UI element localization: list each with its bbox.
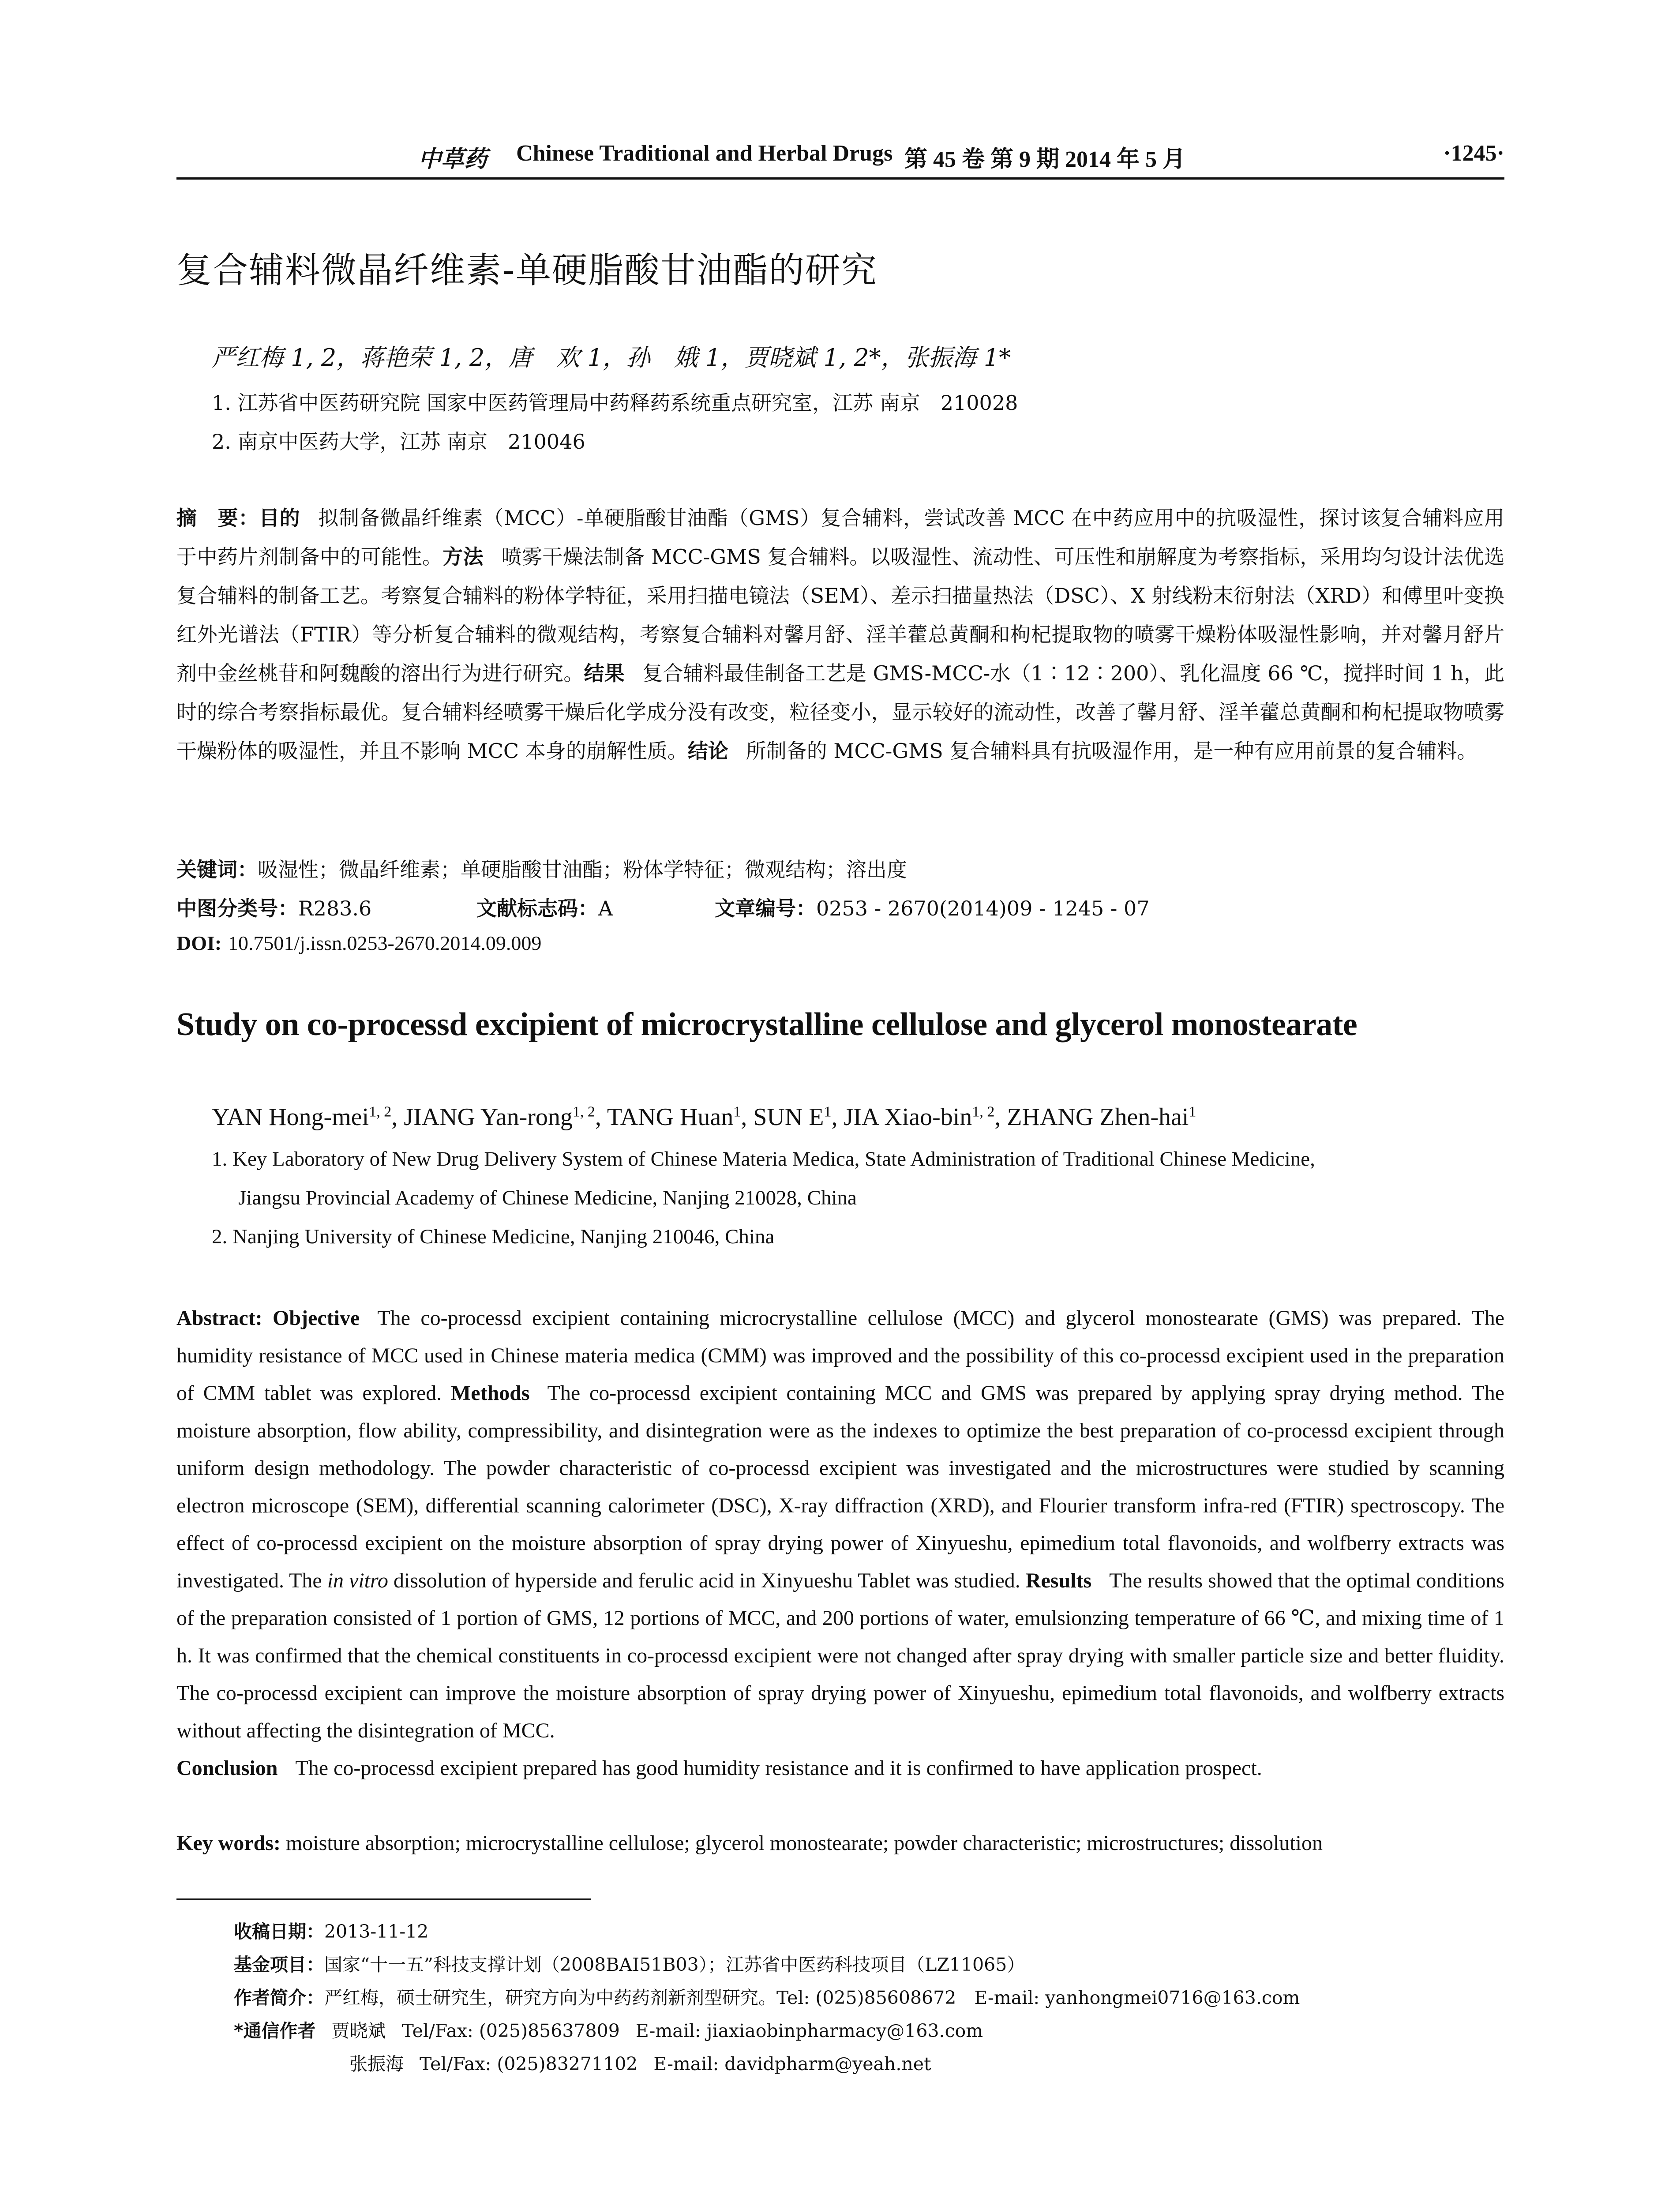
journal-issue: 第 45 卷 第 9 期 2014 年 5 月 xyxy=(904,147,1186,172)
methods-en-italic: in vitro xyxy=(327,1569,388,1592)
corr1-tel: Tel/Fax: (025)85637809 xyxy=(401,2020,620,2041)
author-en-sup: 1 xyxy=(733,1103,741,1120)
footnote-corresponding-2 xyxy=(349,2049,931,2075)
footnote-rule xyxy=(176,1898,591,1900)
keywords-cn xyxy=(176,854,907,883)
methods-en-text: The co-processd excipient containing MCC and GMS was prepared by applying spray drying method. The moisture absorption, flow ability, compressibility, and disintegration were as the indexes to optimize the best preparation of co-processd excipient through uniform design methodology. The powder characteristic of co-processd excipient was investigated and the microstructures were studied by scanning electron microscope (SEM), differential scanning calorimeter (DSC), X-ray diffraction (XRD), and Flourier transform infra-red (FTIR) spectroscopy. The effect of co-processd excipient on the moisture absorption of spray drying power of Xinyueshu, epimedium total flavonoids, and wolfberry extracts was investigated. The xyxy=(176,1381,1504,1592)
conclusion-cn-text: 所制备的 MCC-GMS 复合辅料具有抗吸湿作用，是一种有应用前景的复合辅料。 xyxy=(746,739,1478,763)
paper-page xyxy=(176,0,1504,2206)
corr2-tel: Tel/Fax: (025)83271102 xyxy=(420,2053,638,2075)
keywords-en-label: Key words: xyxy=(176,1831,281,1855)
author-en-name: ZHANG Zhen-hai xyxy=(1007,1103,1189,1131)
author-en-sup: 1 xyxy=(1189,1103,1196,1120)
corr1-name: 贾晓斌 xyxy=(331,2020,386,2041)
bio-text: 严红梅，硕士研究生，研究方向为中药药剂新剂型研究。Tel: (025)85608672 E-mail: yanhongmei0716@163.com xyxy=(324,1987,1300,2008)
author-en-name: SUN E xyxy=(753,1103,824,1131)
objective-en-text: The co-processd excipient containing microcrystalline cellulose (MCC) and glycerol monostearate (GMS) was prepared. The humidity resistance of MCC used in Chinese materia medica (CMM) was improved and the possibility of this co-processd excipient used in the preparation of CMM tablet was explored. xyxy=(176,1306,1505,1405)
corr1-email: E-mail: jiaxiaobinpharmacy@163.com xyxy=(635,2020,983,2041)
footnote-received xyxy=(234,1917,428,1943)
author-en-name: JIANG Yan-rong xyxy=(404,1103,573,1131)
bio-label: 作者简介： xyxy=(234,1987,324,2008)
author-en-sup: 1 xyxy=(824,1103,832,1120)
doi-line xyxy=(176,931,541,955)
conclusion-en-label: Conclusion xyxy=(176,1756,278,1780)
title-en: Study on co-processd excipient of microcrystalline cellulose and glycerol monostearate xyxy=(176,1006,1358,1043)
footnote-corresponding-1 xyxy=(234,2016,983,2042)
keywords-en xyxy=(176,1831,1504,1855)
corr2-name: 张振海 xyxy=(349,2053,404,2075)
article-no-value: 0253 - 2670(2014)09 - 1245 - 07 xyxy=(816,897,1150,920)
affiliation-en-2: 2. Nanjing University of Chinese Medicine, Nanjing 210046, China xyxy=(212,1225,775,1248)
journal-name-en: Chinese Traditional and Herbal Drugs xyxy=(516,141,893,166)
author-en-name: YAN Hong-mei xyxy=(212,1103,369,1131)
received-label: 收稿日期： xyxy=(234,1921,324,1942)
header-rule xyxy=(176,177,1504,180)
corr2-email: E-mail: davidpharm@yeah.net xyxy=(653,2053,931,2075)
authors-en: YAN Hong-mei$^{1, 2}$, JIANG Yan-rong$^{1, 2}$, TANG Huan$^1$, SUN $E^1$, JIA Xiao-bin$^{1, 2}$, ZHANG Zhen-hai$^1$ xyxy=(212,1103,1196,1131)
affiliation-cn-2: 2. 南京中医药大学，江苏 南京 210046 xyxy=(212,430,585,454)
corresponding-label: *通信作者 xyxy=(234,2020,316,2041)
objective-cn-text: 拟制备微晶纤维素（MCC）-单硬脂酸甘油酯（GMS）复合辅料，尝试改善 MCC 在中药应用中的抗吸湿性，探讨该复合辅料应用于中药片剂制备中的可能性。 xyxy=(176,506,1505,569)
methods-cn-label: 方法 xyxy=(442,545,484,569)
running-header xyxy=(176,140,1504,176)
authors-cn: 严红梅 1, 2，蒋艳荣 1, 2，唐 欢 1，孙 娥 1，贾晓斌 1, 2*，张振海 1* xyxy=(212,344,1011,371)
fund-label: 基金项目： xyxy=(234,1954,324,1975)
fund-text: 国家“十一五”科技支撑计划（2008BAI51B03）；江苏省中医药科技项目（LZ11065） xyxy=(324,1954,1025,1975)
results-cn-label: 结果 xyxy=(584,661,625,685)
article-no-label: 文章编号： xyxy=(715,897,816,920)
results-en-text: The results showed that the optimal conditions of the preparation consisted of 1 portion of GMS, 12 portions of MCC, and 200 portions of water, emulsionzing temperature of 66 ℃, and mixing time of 1 h. It was confirmed that the chemical constituents in co-processd excipient were not changed after spray drying with smaller particle size and better fluidity. The co-processd excipient can improve the moisture absorption of spray drying power of Xinyueshu, epimedium total flavonoids, and wolfberry extracts without affecting the disintegration of MCC. xyxy=(176,1569,1505,1742)
author-en-name: TANG Huan xyxy=(607,1103,734,1131)
author-en-name: JIA Xiao-bin xyxy=(844,1103,972,1131)
doc-code-label: 文献标志码： xyxy=(476,897,598,920)
footnote-author-bio xyxy=(234,1983,1300,2009)
doc-code-value: A xyxy=(598,897,613,920)
methods-en-label: Methods xyxy=(450,1381,530,1405)
doi-value: 10.7501/j.issn.0253-2670.2014.09.009 xyxy=(228,932,542,954)
clc-value: R283.6 xyxy=(298,897,372,920)
abstract-cn xyxy=(176,499,1504,770)
doi-label: DOI: xyxy=(176,932,222,954)
journal-name-cn: 中草药 xyxy=(418,146,488,173)
abstract-en xyxy=(176,1299,1504,1787)
affiliation-en-1: 1. Key Laboratory of New Drug Delivery System of Chinese Materia Medica, State Administration of Traditional Chinese Medicine, xyxy=(212,1148,1315,1171)
author-en-sup: 1, 2 xyxy=(369,1103,392,1120)
keywords-en-text: moisture absorption; microcrystalline cellulose; glycerol monostearate; powder characteristic; microstructures; dissolution xyxy=(285,1831,1323,1855)
conclusion-cn-label: 结论 xyxy=(687,739,728,763)
affiliation-en-1-cont: Jiangsu Provincial Academy of Chinese Medicine, Nanjing 210028, China xyxy=(238,1186,857,1209)
methods-en-end: dissolution of hyperside and ferulic acid in Xinyueshu Tablet was studied. xyxy=(393,1569,1020,1592)
title-cn: 复合辅料微晶纤维素-单硬脂酸甘油酯的研究 xyxy=(176,250,878,291)
methods-cn-text: 喷雾干燥法制备 MCC-GMS 复合辅料。以吸湿性、流动性、可压性和崩解度为考察指标，采用均匀设计法优选复合辅料的制备工艺。考察复合辅料的粉体学特征，采用扫描电镜法（SEM）、差示扫描量热法（DSC）、X 射线粉末衍射法（XRD）和傅里叶变换红外光谱法（FTIR）等分析复合辅料的微观结构，考察复合辅料对馨月舒、淫羊藿总黄酮和枸杞提取物的喷雾干燥粉体吸湿性影响，并对馨月舒片剂中金丝桃苷和阿魏酸的溶出行为进行研究。 xyxy=(176,545,1505,685)
affiliation-cn-1: 1. 江苏省中医药研究院 国家中医药管理局中药释药系统重点研究室，江苏 南京 210028 xyxy=(212,391,1018,415)
abstract-en-label: Abstract: Objective xyxy=(176,1306,360,1330)
page-number: ·1245· xyxy=(1443,141,1504,166)
results-cn-text: 复合辅料最佳制备工艺是 GMS-MCC-水（1∶12∶200）、乳化温度 66 ℃，搅拌时间 1 h，此时的综合考察指标最优。复合辅料经喷雾干燥后化学成分没有改变，粒径变小，显示较好的流动性，改善了馨月舒、淫羊藿总黄酮和枸杞提取物喷雾干燥粉体的吸湿性，并且不影响 MCC 本身的崩解性质。 xyxy=(176,661,1505,763)
clc-label: 中图分类号： xyxy=(176,897,298,920)
objective-cn-label: 目的 xyxy=(259,506,300,530)
conclusion-en-text: The co-processd excipient prepared has good humidity resistance and it is confirmed to have application prospect. xyxy=(295,1756,1262,1780)
keywords-cn-label: 关键词： xyxy=(176,858,258,882)
abstract-cn-label: 摘 要： xyxy=(176,506,259,530)
footnote-fund xyxy=(234,1950,1025,1976)
author-en-sup: 1, 2 xyxy=(572,1103,595,1120)
keywords-cn-text: 吸湿性；微晶纤维素；单硬脂酸甘油酯；粉体学特征；微观结构；溶出度 xyxy=(258,858,907,882)
received-date: 2013-11-12 xyxy=(324,1921,429,1942)
author-en-sup: 1, 2 xyxy=(972,1103,995,1120)
results-en-label: Results xyxy=(1025,1569,1092,1592)
